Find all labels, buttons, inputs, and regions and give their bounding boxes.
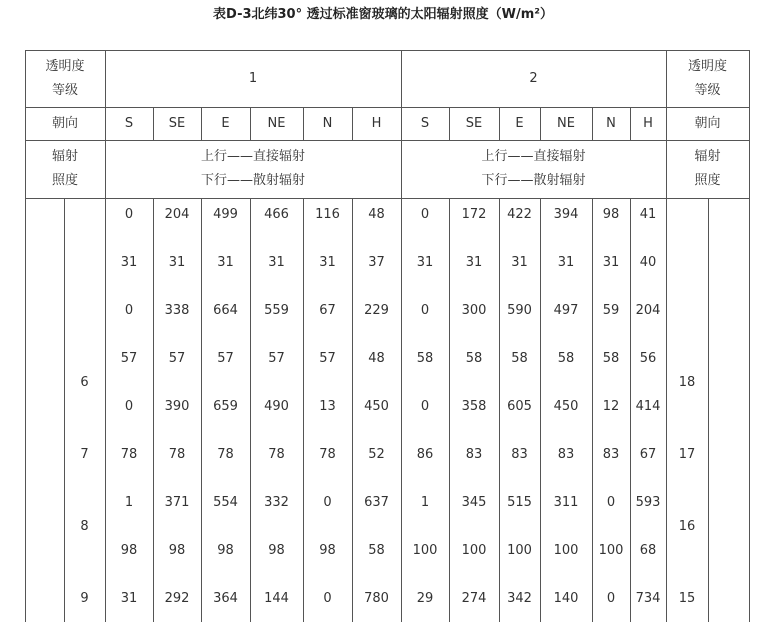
table-cell: 86 bbox=[416, 447, 434, 462]
table-cell: 345 bbox=[461, 495, 487, 510]
table-cell: 497 bbox=[553, 303, 579, 318]
header-radiation-left bbox=[25, 140, 105, 198]
table-cell: 31 bbox=[511, 255, 528, 270]
table-cell: 659 bbox=[213, 399, 238, 414]
table-cell: 68 bbox=[639, 543, 657, 558]
table-cell: 98 bbox=[602, 207, 620, 222]
header-radiation-right-line2: 照度 bbox=[694, 173, 721, 188]
table-cell: 31 bbox=[602, 255, 620, 270]
hour-left-9: 9 bbox=[80, 591, 89, 606]
table-cell: 358 bbox=[461, 399, 487, 414]
header-group-1: 1 bbox=[248, 70, 258, 86]
table-cell: 100 bbox=[553, 543, 579, 558]
table-cell: 390 bbox=[164, 399, 190, 414]
table-cell: 0 bbox=[420, 303, 430, 318]
header-transparency-left-line2: 等级 bbox=[51, 82, 78, 98]
header-transparency-left bbox=[25, 50, 105, 107]
table-cell: 204 bbox=[635, 303, 661, 318]
table-cell: 144 bbox=[264, 591, 289, 606]
header-transparency-right-line1: 透明度 bbox=[687, 58, 727, 74]
table-cell: 78 bbox=[168, 447, 186, 462]
orientation-e: E bbox=[221, 115, 230, 131]
table-cell: 98 bbox=[168, 543, 186, 558]
table-cell: 98 bbox=[319, 543, 336, 558]
table-cell: 98 bbox=[217, 543, 234, 558]
header-transparency-left-line1: 透明度 bbox=[45, 58, 85, 74]
table-cell: 394 bbox=[553, 207, 579, 222]
table-cell: 664 bbox=[213, 303, 238, 318]
table-cell: 48 bbox=[368, 207, 385, 222]
header-transparency-right bbox=[666, 50, 749, 107]
table-cell: 0 bbox=[420, 207, 430, 222]
table-cell: 1 bbox=[124, 495, 134, 510]
table-cell: 57 bbox=[319, 351, 336, 366]
header-orientation-left: 朝向 bbox=[51, 115, 78, 131]
table-cell: 0 bbox=[323, 495, 332, 510]
header-transparency-right-line2: 等级 bbox=[694, 82, 721, 98]
table-cell: 554 bbox=[213, 495, 238, 510]
table-cell: 140 bbox=[553, 591, 579, 606]
radiation-desc-2-diffuse: 下行——散射辐射 bbox=[481, 173, 586, 188]
table-cell: 100 bbox=[412, 543, 438, 558]
table-cell: 48 bbox=[368, 351, 385, 366]
orientation-ne: NE bbox=[267, 115, 286, 131]
header-radiation-right-line1: 辐射 bbox=[694, 149, 721, 164]
table-cell: 40 bbox=[639, 255, 657, 270]
table-cell: 172 bbox=[461, 207, 487, 222]
table-cell: 0 bbox=[606, 495, 616, 510]
table-cell: 422 bbox=[507, 207, 532, 222]
table-cell: 371 bbox=[164, 495, 190, 510]
table-cell: 311 bbox=[553, 495, 579, 510]
table-cell: 67 bbox=[639, 447, 657, 462]
table-cell: 292 bbox=[164, 591, 190, 606]
table-cell: 78 bbox=[217, 447, 234, 462]
table-cell: 450 bbox=[553, 399, 579, 414]
orientation-s: S bbox=[420, 115, 430, 131]
table-cell: 52 bbox=[368, 447, 385, 462]
orientation-e: E bbox=[515, 115, 524, 131]
orientation-n: N bbox=[606, 115, 616, 131]
table-cell: 59 bbox=[602, 303, 620, 318]
table-cell: 67 bbox=[319, 303, 336, 318]
table-cell: 332 bbox=[264, 495, 289, 510]
hour-right-17: 17 bbox=[678, 447, 696, 462]
orientation-se: SE bbox=[168, 115, 186, 131]
hour-right-16: 16 bbox=[678, 519, 696, 534]
orientation-h: H bbox=[371, 115, 382, 131]
orientation-s: S bbox=[124, 115, 134, 131]
table-cell: 274 bbox=[461, 591, 487, 606]
table-cell: 450 bbox=[364, 399, 389, 414]
table-cell: 83 bbox=[557, 447, 575, 462]
table-cell: 1 bbox=[420, 495, 430, 510]
table-cell: 58 bbox=[465, 351, 483, 366]
table-cell: 100 bbox=[461, 543, 487, 558]
table-cell: 590 bbox=[507, 303, 532, 318]
table-cell: 41 bbox=[639, 207, 657, 222]
table-cell: 58 bbox=[511, 351, 528, 366]
table-cell: 0 bbox=[420, 399, 430, 414]
table-cell: 229 bbox=[364, 303, 389, 318]
table-cell: 57 bbox=[168, 351, 186, 366]
table-cell: 364 bbox=[213, 591, 238, 606]
table-cell: 83 bbox=[511, 447, 528, 462]
table-cell: 116 bbox=[315, 207, 340, 222]
table-cell: 58 bbox=[557, 351, 575, 366]
table-cell: 58 bbox=[416, 351, 434, 366]
table-cell: 734 bbox=[635, 591, 661, 606]
radiation-desc-2-direct: 上行——直接辐射 bbox=[481, 149, 586, 164]
table-cell: 637 bbox=[364, 495, 389, 510]
table-cell: 83 bbox=[465, 447, 483, 462]
table-cell: 0 bbox=[323, 591, 332, 606]
table-cell: 605 bbox=[507, 399, 532, 414]
table-cell: 56 bbox=[639, 351, 657, 366]
table-cell: 300 bbox=[461, 303, 487, 318]
table-cell: 57 bbox=[268, 351, 285, 366]
table-cell: 57 bbox=[217, 351, 234, 366]
table-cell: 31 bbox=[465, 255, 483, 270]
table-cell: 338 bbox=[164, 303, 190, 318]
radiation-desc-1-diffuse: 下行——散射辐射 bbox=[200, 173, 305, 188]
table-cell: 78 bbox=[319, 447, 336, 462]
hour-left-6: 6 bbox=[80, 375, 89, 390]
table-cell: 414 bbox=[635, 399, 661, 414]
table-cell: 58 bbox=[602, 351, 620, 366]
table-cell: 593 bbox=[635, 495, 661, 510]
table-cell: 0 bbox=[124, 303, 134, 318]
table-cell: 0 bbox=[124, 399, 134, 414]
table-cell: 29 bbox=[416, 591, 434, 606]
table-cell: 78 bbox=[120, 447, 138, 462]
table-cell: 100 bbox=[598, 543, 624, 558]
orientation-n: N bbox=[322, 115, 333, 131]
table-cell: 31 bbox=[120, 591, 138, 606]
table-cell: 83 bbox=[602, 447, 620, 462]
table-cell: 31 bbox=[217, 255, 234, 270]
table-cell: 98 bbox=[120, 543, 138, 558]
table-cell: 31 bbox=[557, 255, 575, 270]
header-radiation-right bbox=[666, 140, 749, 198]
table-cell: 31 bbox=[319, 255, 336, 270]
table-cell: 0 bbox=[606, 591, 616, 606]
table-cell: 31 bbox=[168, 255, 186, 270]
header-orientation-right: 朝向 bbox=[694, 115, 721, 131]
table-cell: 58 bbox=[368, 543, 385, 558]
table-cell: 98 bbox=[268, 543, 285, 558]
table-cell: 37 bbox=[368, 255, 385, 270]
orientation-ne: NE bbox=[557, 115, 575, 131]
table-cell: 559 bbox=[264, 303, 289, 318]
hour-left-8: 8 bbox=[80, 519, 89, 534]
table-cell: 13 bbox=[319, 399, 336, 414]
table-cell: 78 bbox=[268, 447, 285, 462]
table-cell: 31 bbox=[268, 255, 285, 270]
table-cell: 515 bbox=[507, 495, 532, 510]
table-cell: 466 bbox=[264, 207, 289, 222]
table-cell: 499 bbox=[213, 207, 238, 222]
header-radiation-left-line2: 照度 bbox=[51, 173, 78, 188]
table-cell: 204 bbox=[164, 207, 190, 222]
table-cell: 57 bbox=[120, 351, 138, 366]
table-cell: 490 bbox=[264, 399, 289, 414]
table-cell: 31 bbox=[120, 255, 138, 270]
table-cell: 31 bbox=[416, 255, 434, 270]
table-cell: 12 bbox=[602, 399, 620, 414]
table-cell: 100 bbox=[507, 543, 532, 558]
header-radiation-left-line1: 辐射 bbox=[51, 149, 78, 164]
table-cell: 342 bbox=[507, 591, 532, 606]
radiation-desc-1 bbox=[105, 140, 401, 198]
orientation-h: H bbox=[643, 115, 653, 131]
table-cell: 780 bbox=[364, 591, 389, 606]
header-group-2: 2 bbox=[529, 70, 538, 86]
orientation-se: SE bbox=[465, 115, 483, 131]
table-cell: 0 bbox=[124, 207, 134, 222]
radiation-desc-1-direct: 上行——直接辐射 bbox=[200, 149, 305, 164]
hour-right-15: 15 bbox=[678, 591, 696, 606]
hour-right-18: 18 bbox=[678, 375, 696, 390]
radiation-desc-2 bbox=[401, 140, 666, 198]
table-title: 表D-3北纬30° 透过标准窗玻璃的太阳辐射照度（W/m²） bbox=[213, 7, 553, 22]
hour-left-7: 7 bbox=[80, 447, 89, 462]
